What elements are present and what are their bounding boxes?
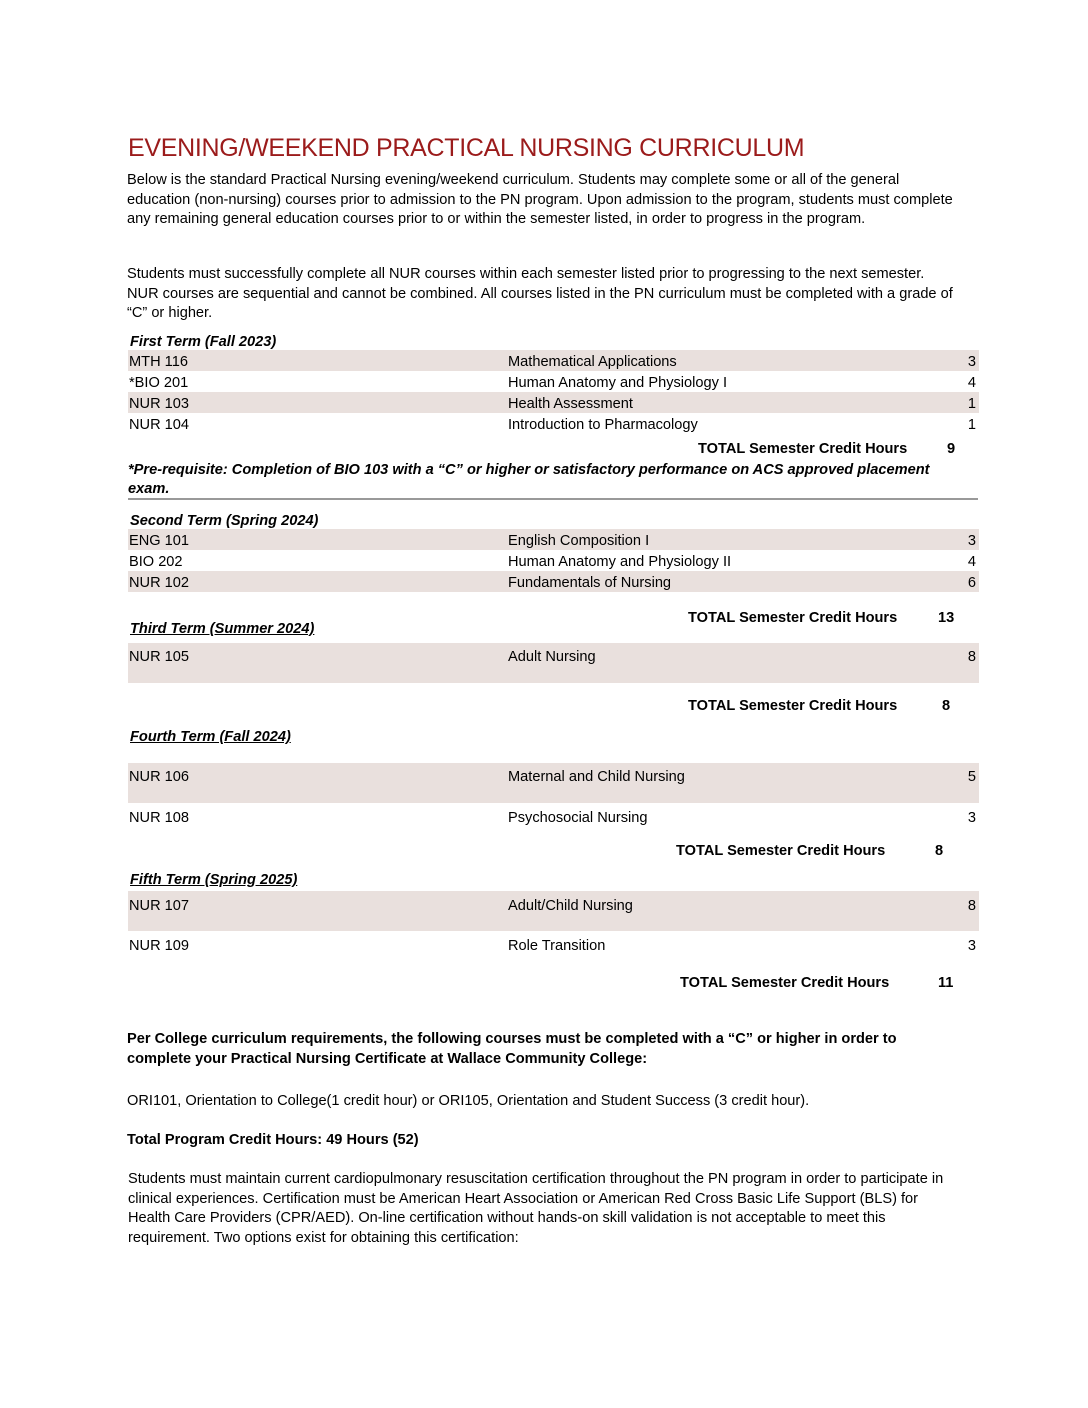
course-name: Mathematical Applications xyxy=(508,354,677,370)
course-name: Role Transition xyxy=(508,938,606,954)
course-credits: 8 xyxy=(967,649,976,665)
total-value: 11 xyxy=(938,975,954,991)
course-code: NUR 105 xyxy=(129,649,190,665)
course-name: Health Assessment xyxy=(508,396,633,412)
course-code: NUR 109 xyxy=(129,938,190,954)
course-row xyxy=(128,371,979,392)
term-2-total xyxy=(688,610,955,626)
term-3-heading: Third Term (Summer 2024) xyxy=(130,621,315,637)
course-code: ENG 101 xyxy=(129,533,190,549)
term-4-heading: Fourth Term (Fall 2024) xyxy=(130,729,291,745)
course-row xyxy=(128,763,979,803)
term-5-total xyxy=(680,975,954,991)
cpr-requirement: Students must maintain current cardiopulmonary resuscitation certification throughout the PN program in order to participate in clinical experiences. Certification must be American Heart Association or American Red Cross Basic Life Support (BLS) for Health Care Providers (CPR/AED). On-line certification without hands-on skill validation is not acceptable to meet this requirement. Two options exist for obtaining this certification: xyxy=(128,1171,944,1246)
total-value: 9 xyxy=(947,441,956,457)
total-label: TOTAL Semester Credit Hours xyxy=(688,698,898,714)
term-3-total xyxy=(688,698,951,714)
divider xyxy=(128,498,978,500)
course-name: Human Anatomy and Physiology II xyxy=(508,554,732,570)
course-credits: 1 xyxy=(967,396,976,412)
term-4-total xyxy=(676,843,944,859)
course-name: Introduction to Pharmacology xyxy=(508,417,698,433)
course-code: NUR 104 xyxy=(129,417,190,433)
page-title: EVENING/WEEKEND PRACTICAL NURSING CURRICULUM xyxy=(128,134,805,162)
course-credits: 6 xyxy=(967,575,976,591)
course-row xyxy=(128,529,979,550)
term-2-heading: Second Term (Spring 2024) xyxy=(130,513,319,529)
course-credits: 3 xyxy=(967,354,976,370)
total-value: 8 xyxy=(942,698,951,714)
course-credits: 1 xyxy=(967,417,976,433)
total-value: 13 xyxy=(938,610,955,626)
course-credits: 5 xyxy=(967,769,976,785)
course-code: NUR 102 xyxy=(129,575,190,591)
total-label: TOTAL Semester Credit Hours xyxy=(680,975,890,991)
prereq-note: *Pre-requisite: Completion of BIO 103 with a “C” or higher or satisfactory performance on ACS approved placement exam. xyxy=(128,462,930,497)
term-1-heading: First Term (Fall 2023) xyxy=(130,334,277,350)
course-row xyxy=(128,931,979,967)
course-row xyxy=(128,413,979,434)
course-code: BIO 202 xyxy=(129,554,183,570)
course-name: Adult Nursing xyxy=(508,649,596,665)
course-credits: 3 xyxy=(967,810,976,826)
course-credits: 3 xyxy=(967,938,976,954)
term-5-heading: Fifth Term (Spring 2025) xyxy=(130,872,298,888)
course-name: Human Anatomy and Physiology I xyxy=(508,375,728,391)
program-total-hours: Total Program Credit Hours: 49 Hours (52) xyxy=(127,1132,419,1148)
course-row xyxy=(128,392,979,413)
course-code: NUR 108 xyxy=(129,810,190,826)
course-name: Psychosocial Nursing xyxy=(508,810,648,826)
course-row xyxy=(128,350,979,371)
course-credits: 4 xyxy=(967,375,976,391)
course-row xyxy=(128,550,979,571)
course-name: Maternal and Child Nursing xyxy=(508,769,685,785)
course-row xyxy=(128,643,979,683)
course-row xyxy=(128,571,979,592)
course-credits: 8 xyxy=(967,898,976,914)
course-code: NUR 107 xyxy=(129,898,190,914)
course-name: Adult/Child Nursing xyxy=(508,898,633,914)
total-label: TOTAL Semester Credit Hours xyxy=(698,441,908,457)
total-value: 8 xyxy=(935,843,944,859)
course-name: Fundamentals of Nursing xyxy=(508,575,672,591)
course-name: English Composition I xyxy=(508,533,650,549)
total-label: TOTAL Semester Credit Hours xyxy=(676,843,886,859)
course-row xyxy=(128,803,979,839)
course-credits: 4 xyxy=(967,554,976,570)
course-row xyxy=(128,891,979,931)
total-label: TOTAL Semester Credit Hours xyxy=(688,610,898,626)
term-1-total xyxy=(698,441,956,457)
intro-paragraph-1: Below is the standard Practical Nursing evening/weekend curriculum. Students may complete some or all of the general education (non-nursing) courses prior to admission to the PN program. Upon admission to the program, students must complete any remaining general education courses prior to or within the semester listed, in order to progress in the program. xyxy=(127,172,953,227)
course-code: NUR 106 xyxy=(129,769,190,785)
orientation-requirement: ORI101, Orientation to College(1 credit hour) or ORI105, Orientation and Student Success (3 credit hour). xyxy=(127,1093,810,1109)
intro-paragraph-2: Students must successfully complete all NUR courses within each semester listed prior to progressing to the next semester. NUR courses are sequential and cannot be combined. All courses listed in the PN curriculum must be completed with a grade of “C” or higher. xyxy=(127,266,953,321)
college-requirements: Per College curriculum requirements, the following courses must be completed with a “C” or higher in order to complete your Practical Nursing Certificate at Wallace Community College: xyxy=(127,1031,897,1067)
course-code: NUR 103 xyxy=(129,396,190,412)
course-code: *BIO 201 xyxy=(129,375,189,391)
course-credits: 3 xyxy=(967,533,976,549)
course-code: MTH 116 xyxy=(129,354,188,370)
